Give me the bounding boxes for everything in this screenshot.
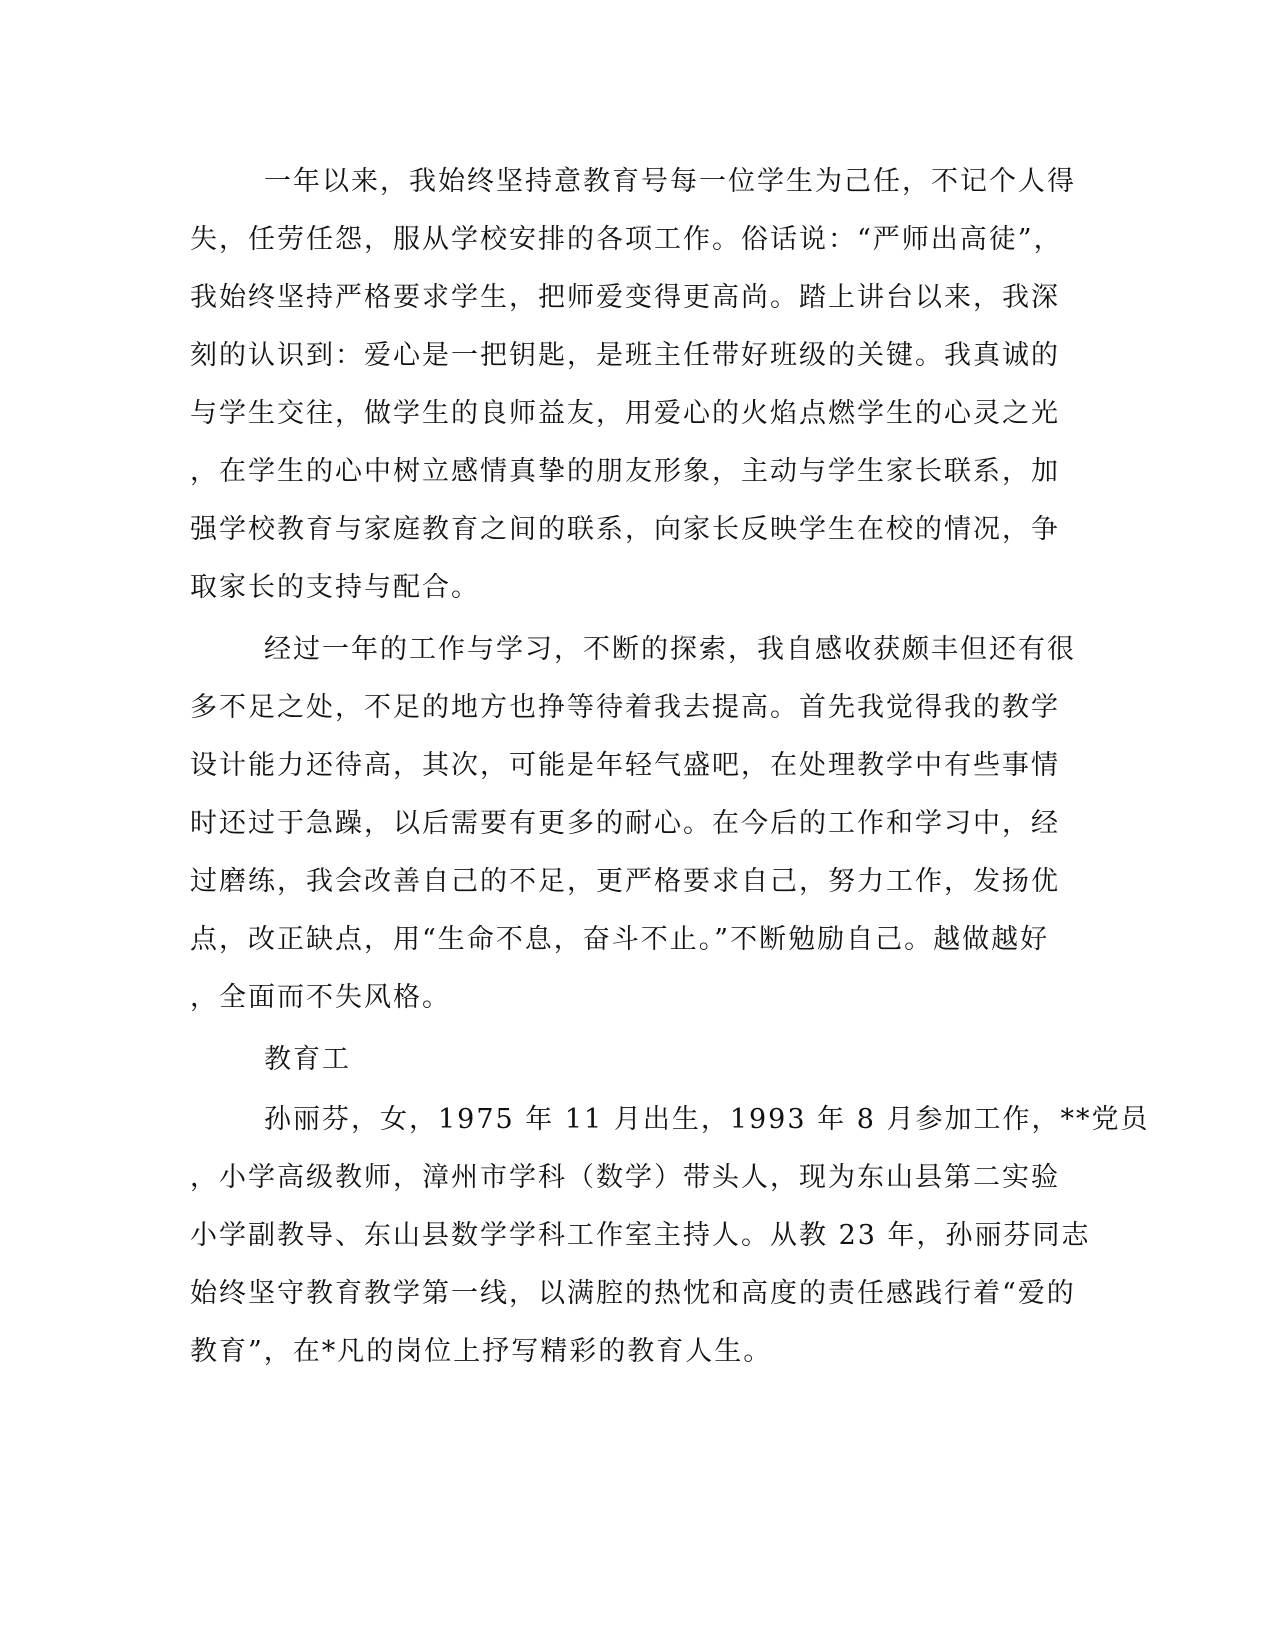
paragraph-4-line-5: 教育”，在*凡的岗位上抒写精彩的教育人生。 <box>190 1336 773 1367</box>
paragraph-4-line-4: 始终坚守教育教学第一线，以满腔的热忱和高度的责任感践行着“爱的 <box>190 1278 1076 1309</box>
paragraph-1-line-3: 我始终坚持严格要求学生，把师爱变得更高尚。踏上讲台以来，我深 <box>190 282 1060 313</box>
paragraph-1-line-1: 一年以来，我始终坚持意教育号每一位学生为己任，不记个人得 <box>264 166 1076 197</box>
paragraph-2-line-1: 经过一年的工作与学习，不断的探索，我自感收获颇丰但还有很 <box>264 634 1076 665</box>
paragraph-2-line-6: 点，改正缺点，用“生命不息，奋斗不止。”不断勉励自己。越做越好 <box>190 924 1050 955</box>
paragraph-4-line-3: 小学副教导、东山县数学学科工作室主持人。从教 23 年，孙丽芬同志 <box>190 1220 1091 1251</box>
paragraph-1-line-6: ，在学生的心中树立感情真挚的朋友形象，主动与学生家长联系，加 <box>190 456 1060 487</box>
paragraph-1-line-8: 取家长的支持与配合。 <box>190 572 480 603</box>
paragraph-3-line-1: 教育工 <box>264 1044 351 1075</box>
paragraph-2-line-2: 多不足之处，不足的地方也挣等待着我去提高。首先我觉得我的教学 <box>190 692 1060 723</box>
paragraph-4-line-1: 孙丽芬，女，1975 年 11 月出生，1993 年 8 月参加工作，**党员 <box>264 1104 1150 1135</box>
paragraph-2-line-4: 时还过于急躁，以后需要有更多的耐心。在今后的工作和学习中，经 <box>190 808 1060 839</box>
paragraph-1-line-5: 与学生交往，做学生的良师益友，用爱心的火焰点燃学生的心灵之光 <box>190 398 1060 429</box>
paragraph-2-line-5: 过磨练，我会改善自己的不足，更严格要求自己，努力工作，发扬优 <box>190 866 1060 897</box>
paragraph-2-line-7: ，全面而不失风格。 <box>190 982 451 1013</box>
paragraph-1-line-2: 失，任劳任怨，服从学校安排的各项工作。俗话说：“严师出高徒”， <box>190 224 1063 255</box>
paragraph-1-line-4: 刻的认识到：爱心是一把钥匙，是班主任带好班级的关键。我真诚的 <box>190 340 1060 371</box>
paragraph-1-line-7: 强学校教育与家庭教育之间的联系，向家长反映学生在校的情况，争 <box>190 514 1060 545</box>
paragraph-2-line-3: 设计能力还待高，其次，可能是年轻气盛吧，在处理教学中有些事情 <box>190 750 1060 781</box>
paragraph-4-line-2: ，小学高级教师，漳州市学科（数学）带头人，现为东山县第二实验 <box>190 1162 1060 1193</box>
